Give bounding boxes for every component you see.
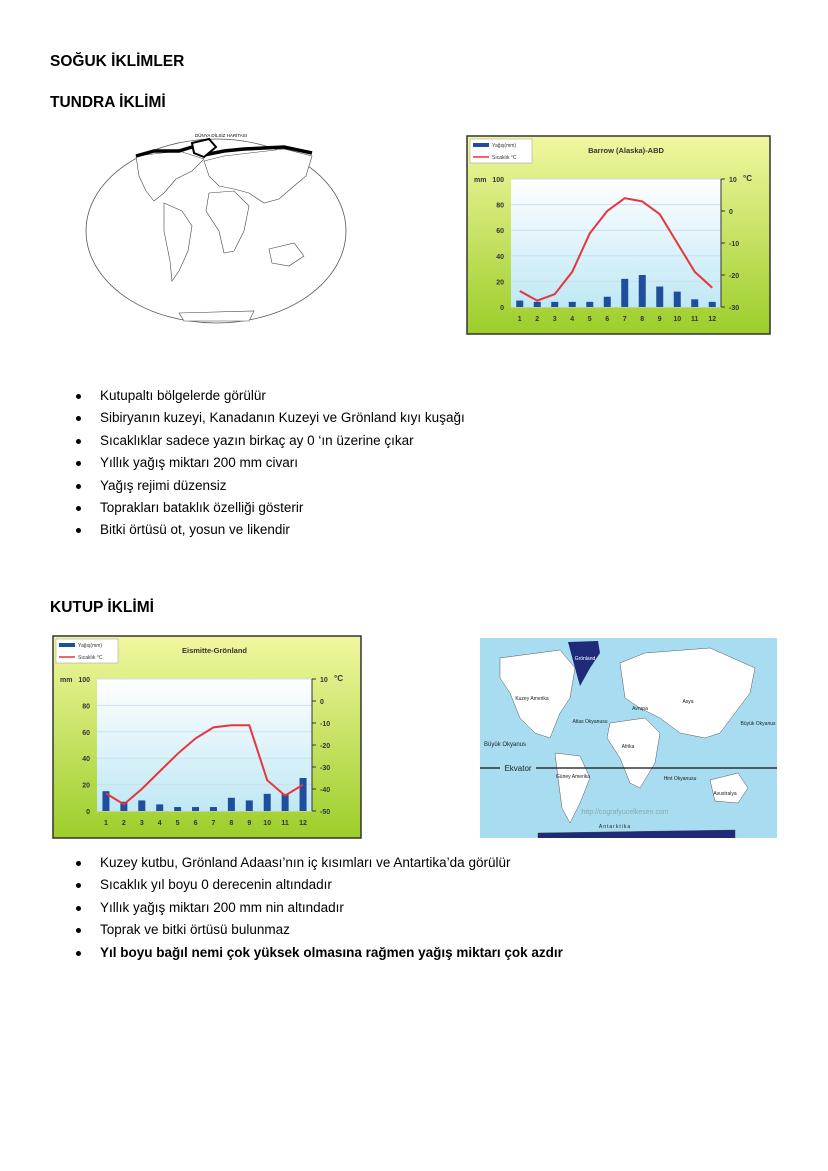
x-tick-label: 10 [673, 316, 682, 323]
list-item: Kutupaltı bölgelerde görülür [76, 385, 465, 407]
y-tick-label: 60 [496, 228, 504, 236]
precip-bar [516, 301, 523, 307]
tundra-heading: TUNDRA İKLİMİ [50, 94, 166, 111]
y2-axis-label: °C [743, 174, 752, 183]
list-item: Yıllık yağış miktarı 200 mm civarı [76, 452, 465, 474]
y-tick-label: 60 [82, 729, 90, 737]
precip-bar [551, 302, 558, 307]
y-tick-label: 0 [86, 809, 90, 816]
precip-bar [604, 297, 611, 307]
list-item: Yıllık yağış miktarı 200 mm nin altındadır [76, 897, 563, 919]
x-tick-label: 10 [263, 820, 272, 827]
x-tick-label: 3 [552, 316, 557, 323]
precip-bar [210, 807, 217, 811]
legend-label: Yağış(mm) [492, 143, 517, 149]
x-tick-label: 5 [175, 820, 180, 827]
y-axis-label: mm [60, 677, 73, 684]
label-indian-ocean: Hint Okyanusu [663, 776, 697, 782]
y2-tick-label: -20 [320, 743, 331, 750]
label-africa: Afrika [621, 744, 635, 750]
label-pacific-east: Büyük Okyanus [740, 721, 776, 727]
precip-bar [174, 807, 181, 811]
x-tick-label: 1 [104, 820, 108, 827]
legend-bar-swatch [473, 143, 489, 147]
section-title: SOĞUK İKLİMLER [50, 53, 185, 70]
precip-bar [138, 800, 145, 811]
world-continents-map [480, 638, 777, 838]
precip-bar [228, 798, 235, 811]
precip-bar [674, 292, 681, 307]
chart-title: Barrow (Alaska)-ABD [588, 146, 664, 155]
label-antarctica: Antarktika [598, 824, 632, 830]
precip-bar [621, 279, 628, 307]
precip-bar [192, 807, 199, 811]
world-blank-map [84, 131, 348, 327]
precip-bar [709, 302, 716, 307]
precip-bar [569, 302, 576, 307]
y-axis-label: mm [474, 177, 487, 184]
list-item: Sıcaklık yıl boyu 0 derecenin altındadır [76, 874, 563, 896]
legend-bar-swatch [59, 643, 75, 647]
y-tick-label: 20 [496, 279, 504, 287]
y-tick-label: 100 [78, 677, 90, 684]
label-greenland: Grönland [574, 656, 596, 662]
legend-label: Sıcaklık °C [78, 655, 103, 661]
label-atlantic: Atlas Okyanusu [572, 719, 608, 725]
watermark: http://cografyucelkesen.com [581, 809, 669, 816]
label-australia: Avustralya [713, 791, 737, 797]
x-tick-label: 11 [281, 820, 289, 827]
list-item: Yağış rejimi düzensiz [76, 475, 465, 497]
list-item: Bitki örtüsü ot, yosun ve likendir [76, 519, 465, 541]
label-equator: Ekvator [504, 764, 532, 773]
label-south-america: Güney Amerika [555, 774, 591, 780]
precip-bar [691, 299, 698, 307]
y-tick-label: 100 [492, 177, 504, 184]
y2-tick-label: 10 [729, 177, 737, 184]
y-tick-label: 40 [496, 253, 504, 261]
map-title: DÜNYA DİLSİZ HARİTASI [194, 133, 248, 138]
label-asia: Asya [682, 699, 694, 705]
x-tick-label: 4 [157, 820, 162, 827]
kutup-bullet-list [76, 852, 563, 964]
plot-area [511, 179, 721, 307]
y2-tick-label: 10 [320, 677, 328, 684]
x-tick-label: 5 [587, 316, 592, 323]
y2-tick-label: -20 [729, 273, 740, 280]
x-tick-label: 6 [605, 316, 610, 323]
list-item: Yıl boyu bağıl nemi çok yüksek olmasına rağmen yağış miktarı çok azdır [76, 942, 563, 964]
label-north-america: Kuzey Amerika [515, 696, 549, 702]
barrow-climate-chart [466, 135, 771, 335]
precip-bar [264, 794, 271, 811]
y-tick-label: 40 [82, 756, 90, 764]
list-item: Sıcaklıklar sadece yazın birkaç ay 0 ‘ın üzerine çıkar [76, 430, 465, 452]
x-tick-label: 9 [657, 316, 662, 323]
x-tick-label: 11 [691, 316, 699, 323]
list-item: Toprakları bataklık özelliği gösterir [76, 497, 465, 519]
legend-label: Yağış(mm) [78, 643, 103, 649]
label-europe: Avrupa [632, 706, 648, 712]
legend-label: Sıcaklık °C [492, 155, 517, 161]
y2-tick-label: -30 [729, 305, 740, 312]
y-tick-label: 20 [82, 782, 90, 790]
precip-bar [639, 275, 646, 307]
x-tick-label: 4 [570, 316, 575, 323]
precip-bar [586, 302, 593, 307]
y2-tick-label: -50 [320, 809, 331, 816]
precip-bar [300, 778, 307, 811]
tundra-bullet-list [76, 385, 465, 542]
x-tick-label: 2 [121, 820, 126, 827]
x-tick-label: 7 [211, 820, 216, 827]
y-tick-label: 80 [496, 202, 504, 210]
y2-tick-label: 0 [320, 699, 324, 706]
precip-bar [246, 800, 253, 811]
x-tick-label: 9 [247, 820, 252, 827]
list-item: Sibiryanın kuzeyi, Kanadanın Kuzeyi ve Grönland kıyı kuşağı [76, 407, 465, 429]
list-item: Kuzey kutbu, Grönland Adaası’nın iç kısımları ve Antartika’da görülür [76, 852, 563, 874]
x-tick-label: 2 [535, 316, 540, 323]
precip-bar [656, 287, 663, 307]
x-tick-label: 3 [139, 820, 144, 827]
x-tick-label: 1 [517, 316, 522, 323]
y2-tick-label: -40 [320, 787, 331, 794]
x-tick-label: 8 [640, 316, 645, 323]
x-tick-label: 6 [193, 820, 198, 827]
kutup-heading: KUTUP İKLİMİ [50, 599, 154, 616]
precip-bar [156, 804, 163, 811]
y2-axis-label: °C [334, 674, 343, 683]
x-tick-label: 12 [708, 316, 717, 323]
y-tick-label: 80 [82, 703, 90, 711]
x-tick-label: 7 [622, 316, 627, 323]
eismitte-climate-chart [52, 635, 362, 839]
precip-bar [534, 302, 541, 307]
x-tick-label: 12 [299, 820, 307, 827]
label-pacific-west: Büyük Okyanus [483, 742, 527, 748]
y2-tick-label: 0 [729, 209, 733, 216]
y2-tick-label: -10 [729, 241, 740, 248]
y2-tick-label: -10 [320, 721, 331, 728]
chart-title: Eismitte-Grönland [181, 646, 248, 655]
y2-tick-label: -30 [320, 765, 331, 772]
x-tick-label: 8 [229, 820, 234, 827]
list-item: Toprak ve bitki örtüsü bulunmaz [76, 919, 563, 941]
y-tick-label: 0 [500, 305, 504, 312]
